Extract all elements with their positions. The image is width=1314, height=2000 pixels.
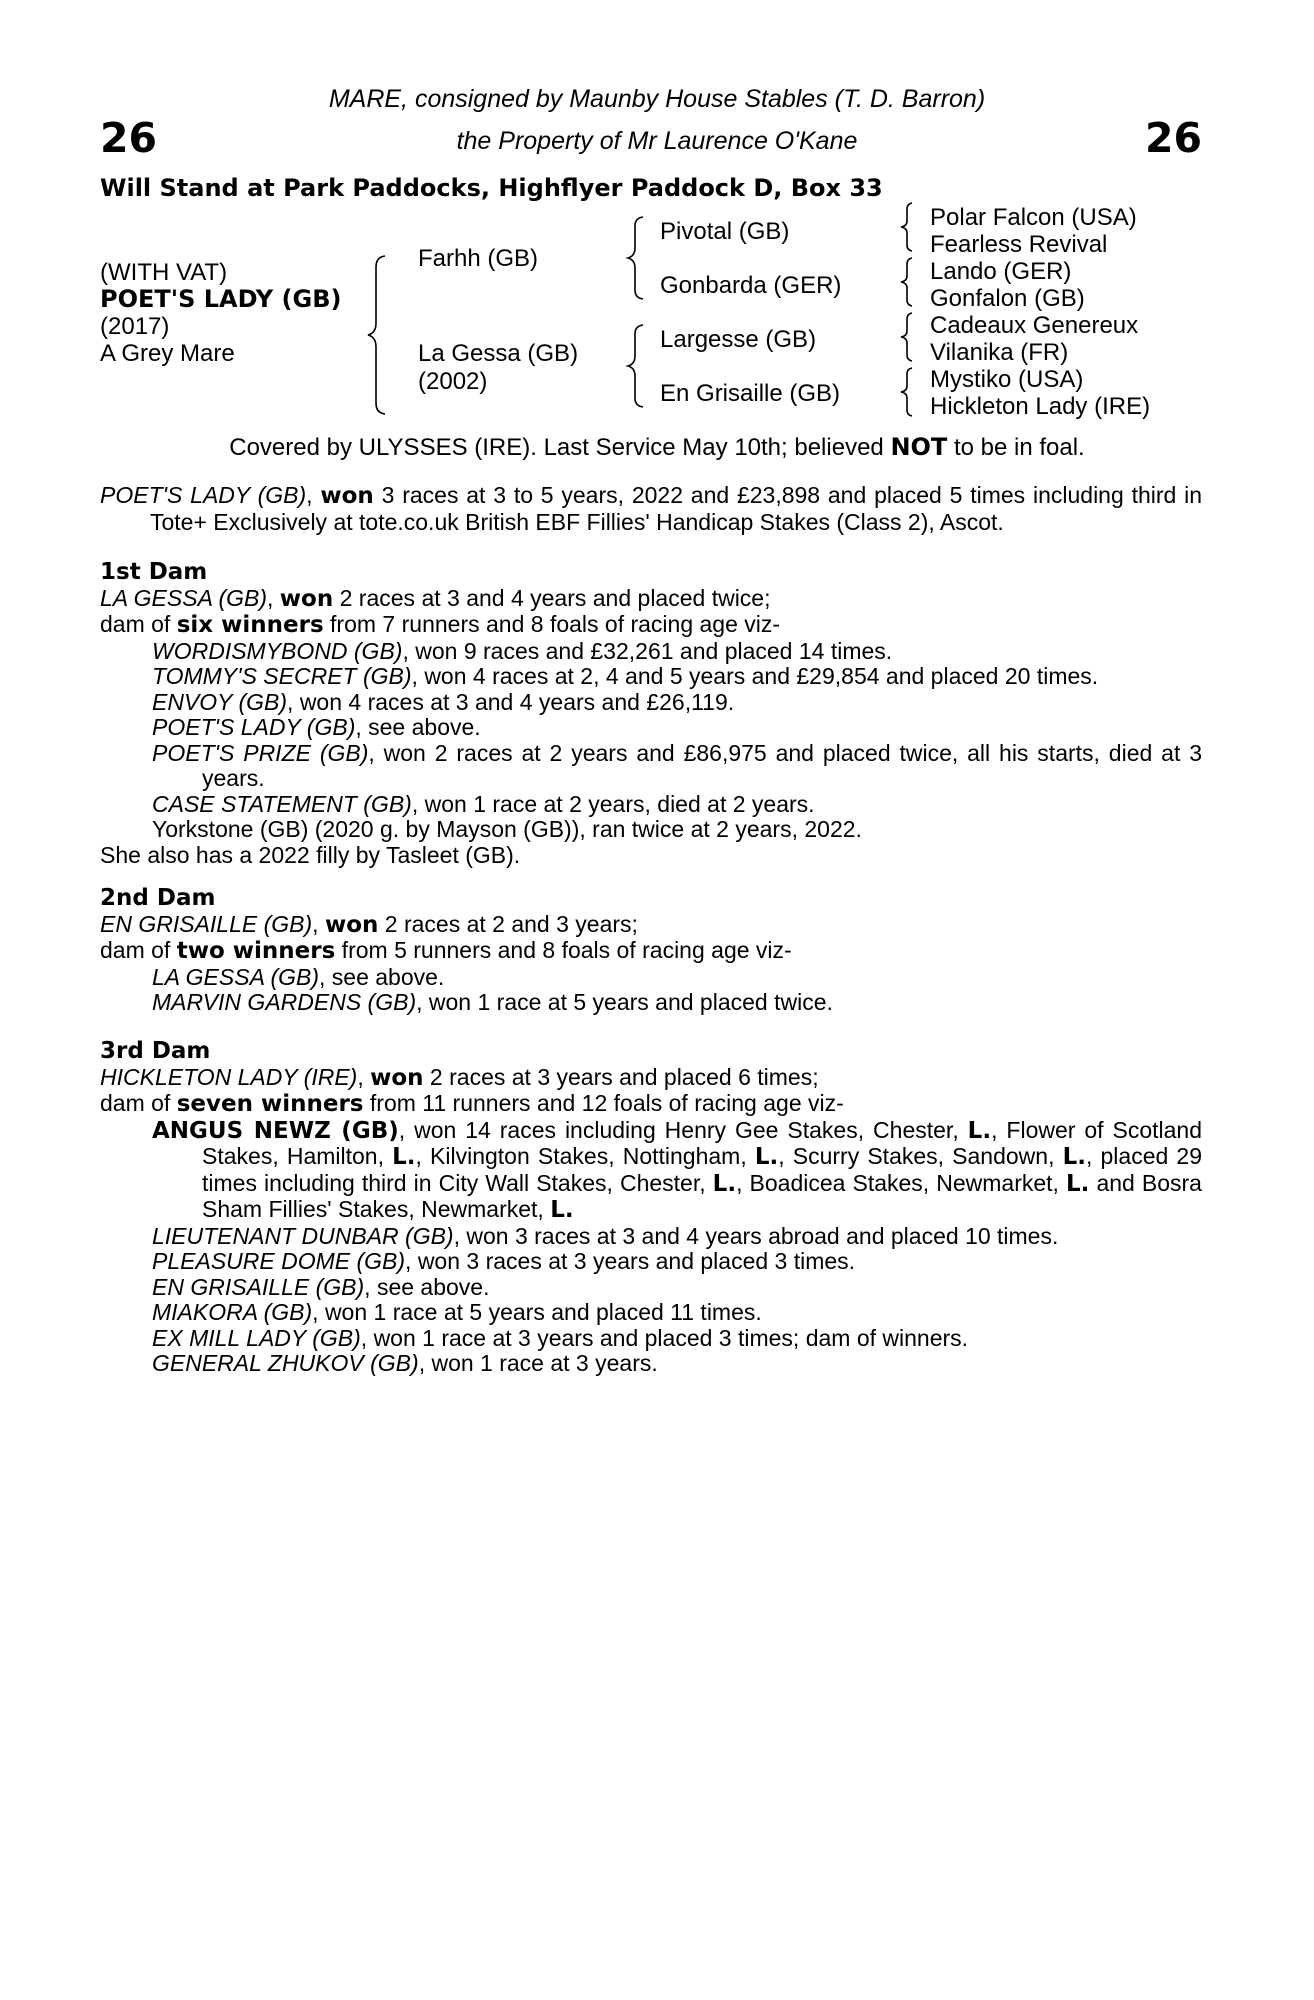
great-grandparent-3: Lando (GER) (930, 258, 1072, 285)
dam-year: (2002) (418, 368, 488, 395)
third-dam-heading: 3rd Dam (100, 1038, 211, 1064)
lot-number-left: 26 (100, 114, 158, 162)
sire-dam: Gonbarda (GER) (660, 272, 842, 299)
first-dam-section (100, 560, 1202, 868)
vat-label: (WITH VAT) (100, 259, 228, 286)
great-grandparent-6: Vilanika (FR) (930, 339, 1069, 366)
great-grandparent-5: Cadeaux Genereux (930, 312, 1139, 339)
stand-location: Will Stand at Park Paddocks, Highflyer Paddock D, Box 33 (100, 174, 883, 202)
list-item: WORDISMYBOND (GB), won 9 races and £32,261 and placed 14 times. (152, 637, 893, 664)
horse-description: A Grey Mare (100, 340, 235, 367)
sire-sire: Pivotal (GB) (660, 218, 790, 245)
bracket-largesse (898, 312, 918, 362)
list-item: ENVOY (GB), won 4 races at 3 and 4 years and £26,119. (152, 688, 735, 715)
third-dam-section (100, 1039, 1202, 1377)
yorkstone-entry: Yorkstone (GB) (2020 g. by Mayson (GB)), ran twice at 2 years, 2022. (152, 816, 862, 842)
angus-newz-entry: ANGUS NEWZ (GB), won 14 races including Henry Gee Stakes, Chester, L., Flower of Scotland Stakes, Hamilton, L., Kilvington Stakes, Nottingham, L., Scurry Stakes, Sandown, L., placed 29 times including third in City Wall Stakes, Chester, L., Boadicea Stakes, Newmarket, L. and Bosra Sham Fillies' Stakes, Newmarket, L. (152, 1116, 1203, 1223)
property-line: the Property of Mr Laurence O'Kane (456, 127, 858, 155)
filly-note: She also has a 2022 filly by Tasleet (GB). (100, 841, 521, 868)
race-record-intro: POET'S LADY (GB), won 3 races at 3 to 5 years, 2022 and £23,898 and placed 5 times including third in Tote+ Exclusively at tote.co.uk British EBF Fillies' Handicap Stakes (Class 2), Ascot. (100, 482, 1203, 535)
horse-name-italic: POET'S LADY (GB) (100, 482, 307, 508)
sire-name: Farhh (GB) (418, 245, 539, 272)
list-item: POET'S LADY (GB), see above. (152, 714, 481, 740)
list-item: TOMMY'S SECRET (GB), won 4 races at 2, 4 and 5 years and £29,854 and placed 20 times. (152, 663, 1099, 689)
horse-name: POET'S LADY (GB) (100, 285, 342, 313)
list-item: PLEASURE DOME (GB), won 3 races at 3 years and placed 3 times. (152, 1248, 856, 1274)
not-emphasis: NOT (890, 433, 948, 461)
second-dam-section (100, 886, 1202, 1016)
first-dam-produce: dam of six winners from 7 runners and 8 foals of racing age viz- (100, 611, 781, 638)
dam-parents-bracket (625, 324, 650, 408)
list-item: LA GESSA (GB), see above. (152, 963, 445, 990)
list-item: MARVIN GARDENS (GB), won 1 race at 5 years and placed twice. (152, 989, 833, 1015)
great-grandparent-7: Mystiko (USA) (930, 366, 1084, 393)
list-item: EN GRISAILLE (GB), see above. (152, 1273, 490, 1300)
great-grandparent-2: Fearless Revival (930, 231, 1108, 258)
third-dam-produce: dam of seven winners from 11 runners and 12 foals of racing age viz- (100, 1090, 844, 1117)
great-grandparent-8: Hickleton Lady (IRE) (930, 393, 1151, 420)
list-item: EX MILL LADY (GB), won 1 race at 3 years and placed 3 times; dam of winners. (152, 1324, 969, 1351)
lot-number-right: 26 (1144, 114, 1202, 162)
list-item: MIAKORA (GB), won 1 race at 5 years and placed 11 times. (152, 1299, 762, 1325)
great-grandparent-4: Gonfalon (GB) (930, 285, 1085, 312)
bracket-pivotal (898, 202, 918, 252)
second-dam-heading: 2nd Dam (100, 885, 216, 911)
great-grandparent-1: Polar Falcon (USA) (930, 204, 1137, 231)
second-dam-produce: dam of two winners from 5 runners and 8 foals of racing age viz- (100, 937, 792, 964)
dam-sire: Largesse (GB) (660, 326, 817, 353)
list-item: LIEUTENANT DUNBAR (GB), won 3 races at 3 and 4 years abroad and placed 10 times. (152, 1222, 1059, 1249)
third-dam-record: HICKLETON LADY (IRE), won 2 races at 3 years and placed 6 times; (100, 1063, 819, 1091)
covered-status: Covered by ULYSSES (IRE). Last Service May 10th; believed NOT to be in foal. (229, 433, 1085, 461)
dam-dam: En Grisaille (GB) (660, 380, 841, 407)
second-dam-record: EN GRISAILLE (GB), won 2 races at 2 and 3 years; (100, 910, 638, 938)
first-dam-record: LA GESSA (GB), won 2 races at 3 and 4 years and placed twice; (100, 584, 771, 612)
list-item: GENERAL ZHUKOV (GB), won 1 race at 3 years. (152, 1350, 658, 1376)
consignor-line: MARE, consigned by Maunby House Stables (T. D. Barron) (328, 85, 986, 113)
bracket-en-grisaille (898, 367, 918, 417)
list-item: CASE STATEMENT (GB), won 1 race at 2 years, died at 2 years. (152, 790, 815, 817)
sire-dam-bracket (365, 255, 395, 415)
first-dam-heading: 1st Dam (100, 559, 208, 585)
list-item: POET'S PRIZE (GB), won 2 races at 2 years and £86,975 and placed twice, all his starts, died at 3 years. (152, 739, 1202, 791)
horse-year: (2017) (100, 313, 170, 340)
sire-parents-bracket (625, 216, 650, 300)
bracket-gonbarda (898, 257, 918, 307)
dam-name: La Gessa (GB) (418, 340, 579, 367)
